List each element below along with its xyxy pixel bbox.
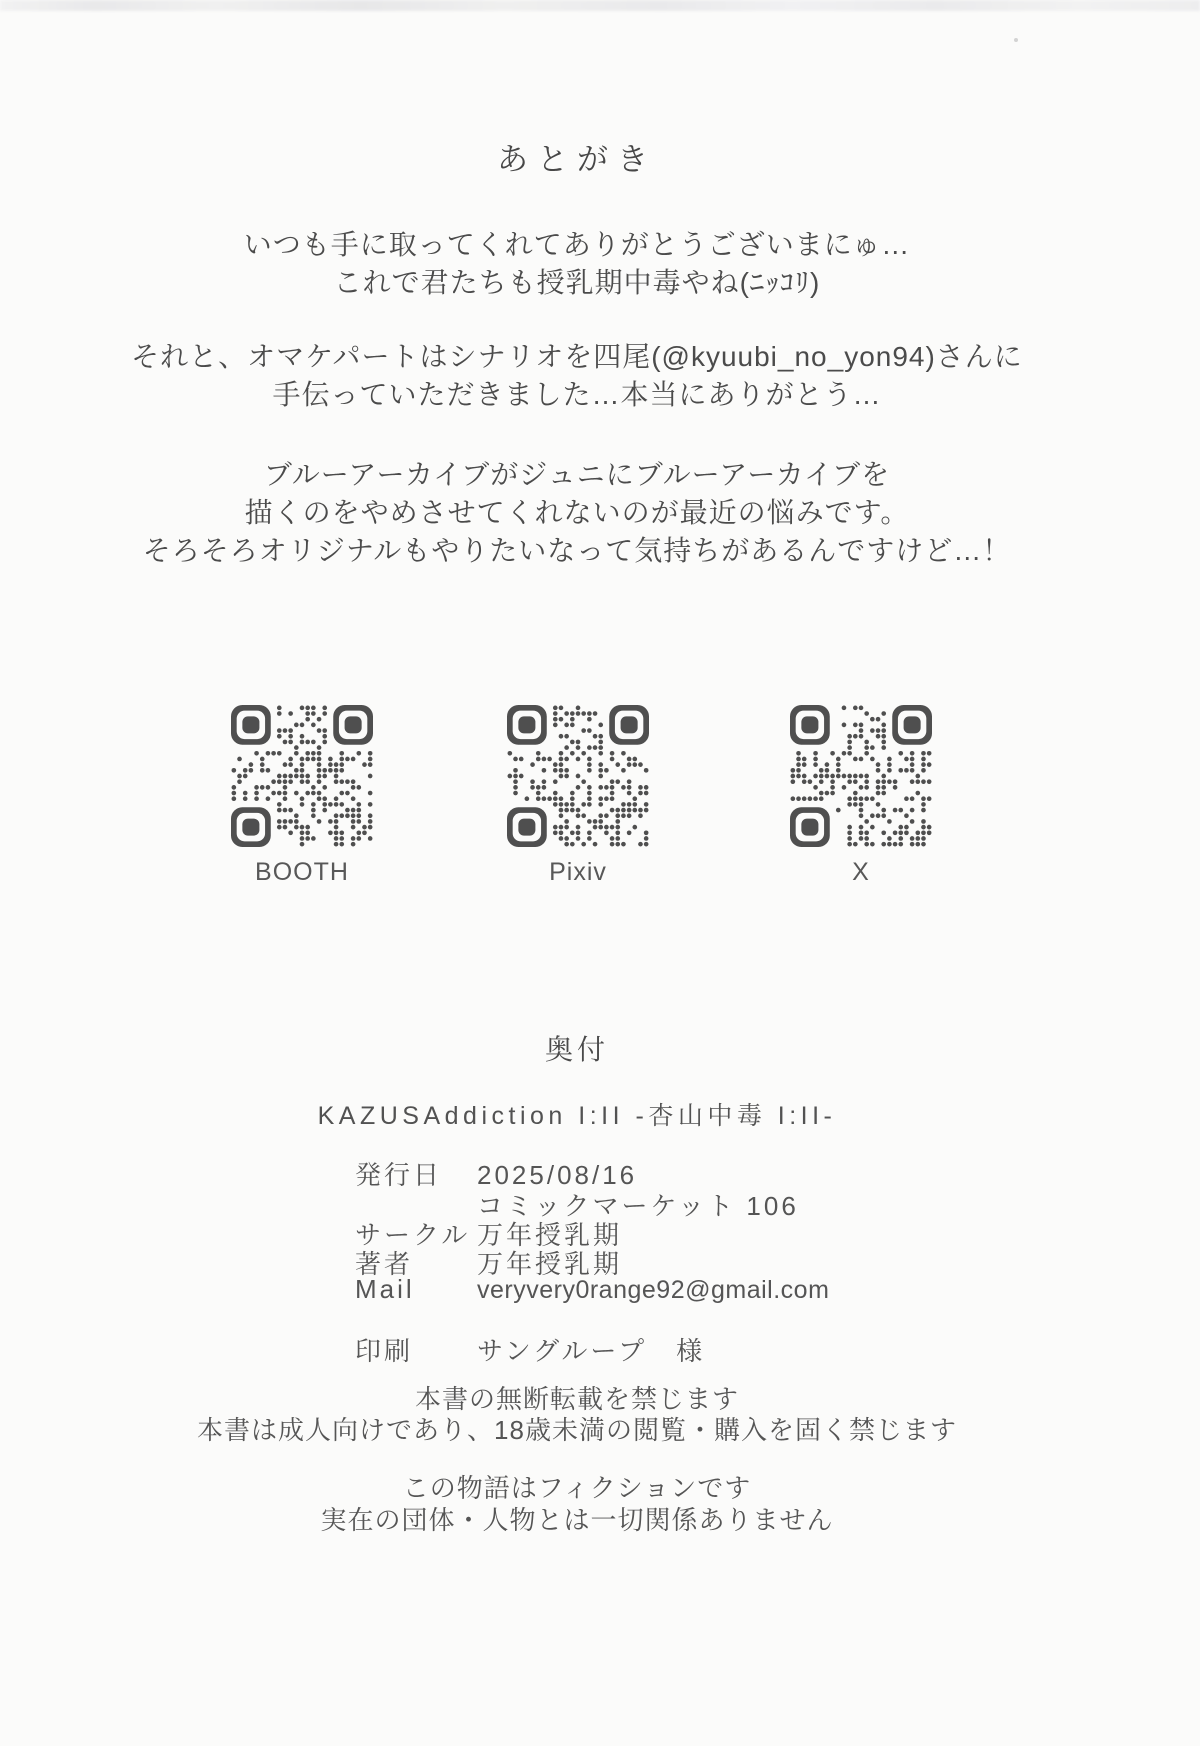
qr-x bbox=[790, 705, 932, 886]
paragraph-line: 手伝っていただきました…本当にありがとう… bbox=[272, 379, 882, 410]
reprint-notice bbox=[0, 1384, 1154, 1446]
notice-line: この物語はフィクションです bbox=[402, 1473, 752, 1503]
qr-booth bbox=[231, 705, 373, 886]
colophon-value: サングループ 様 bbox=[477, 1336, 706, 1366]
colophon-label: 著者 bbox=[355, 1249, 414, 1279]
colophon-value: 2025/08/16 bbox=[477, 1160, 638, 1190]
scan-artifact-strip bbox=[0, 0, 1200, 11]
scan-speck bbox=[1014, 38, 1018, 42]
notice-line: 実在の団体・人物とは一切関係ありません bbox=[320, 1505, 834, 1535]
qr-pixiv bbox=[507, 705, 649, 886]
afterword-paragraph-2 bbox=[0, 338, 1154, 414]
colophon-label: 発行日 bbox=[355, 1160, 443, 1190]
qr-booth-label: BOOTH bbox=[255, 858, 349, 886]
notice-line: 本書は成人向けであり、18歳未満の閲覧・購入を固く禁じます bbox=[197, 1415, 957, 1445]
colophon-value: コミックマーケット 106 bbox=[477, 1191, 799, 1221]
colophon-label: Mail bbox=[355, 1274, 415, 1304]
paragraph-line: それと、オマケパートはシナリオを四尾(@kyuubi_no_yon94)さんに bbox=[131, 341, 1023, 372]
qr-pixiv-label: Pixiv bbox=[549, 858, 607, 886]
colophon-value: 万年授乳期 bbox=[477, 1220, 623, 1250]
colophon-email: veryvery0range92@gmail.com bbox=[477, 1276, 830, 1304]
afterword-paragraph-3 bbox=[0, 456, 1154, 570]
colophon-label: 印刷 bbox=[355, 1336, 414, 1366]
afterword-paragraph-1 bbox=[0, 226, 1154, 302]
colophon-heading: 奥付 bbox=[544, 1034, 609, 1065]
colophon-value: 万年授乳期 bbox=[477, 1249, 623, 1279]
qr-code-icon bbox=[507, 705, 649, 847]
fiction-notice bbox=[0, 1472, 1154, 1536]
colophon-label: サークル bbox=[355, 1220, 471, 1250]
paragraph-line: 描くのをやめさせてくれないのが最近の悩みです。 bbox=[244, 497, 910, 528]
paragraph-line: これで君たちも授乳期中毒やね(ﾆｯｺﾘ) bbox=[333, 267, 821, 298]
paragraph-line: いつも手に取ってくれてありがとうございまにゅ… bbox=[243, 229, 911, 260]
colophon-row-printer bbox=[355, 1331, 705, 1368]
notice-line: 本書の無断転載を禁じます bbox=[414, 1384, 739, 1414]
qr-x-label: X bbox=[852, 858, 870, 886]
afterword-title: あとがき bbox=[497, 142, 657, 177]
qr-code-icon bbox=[790, 705, 932, 847]
qr-code-icon bbox=[231, 705, 373, 847]
colophon-row-mail bbox=[355, 1274, 829, 1305]
paragraph-line: ブルーアーカイブがジュニにブルーアーカイブを bbox=[263, 459, 891, 490]
paragraph-line: そろそろオリジナルもやりたいなって気持ちがあるんですけど…！ bbox=[142, 535, 1012, 566]
book-title: KAZUSAddiction I:II -杏山中毒 I:II- bbox=[317, 1102, 837, 1130]
